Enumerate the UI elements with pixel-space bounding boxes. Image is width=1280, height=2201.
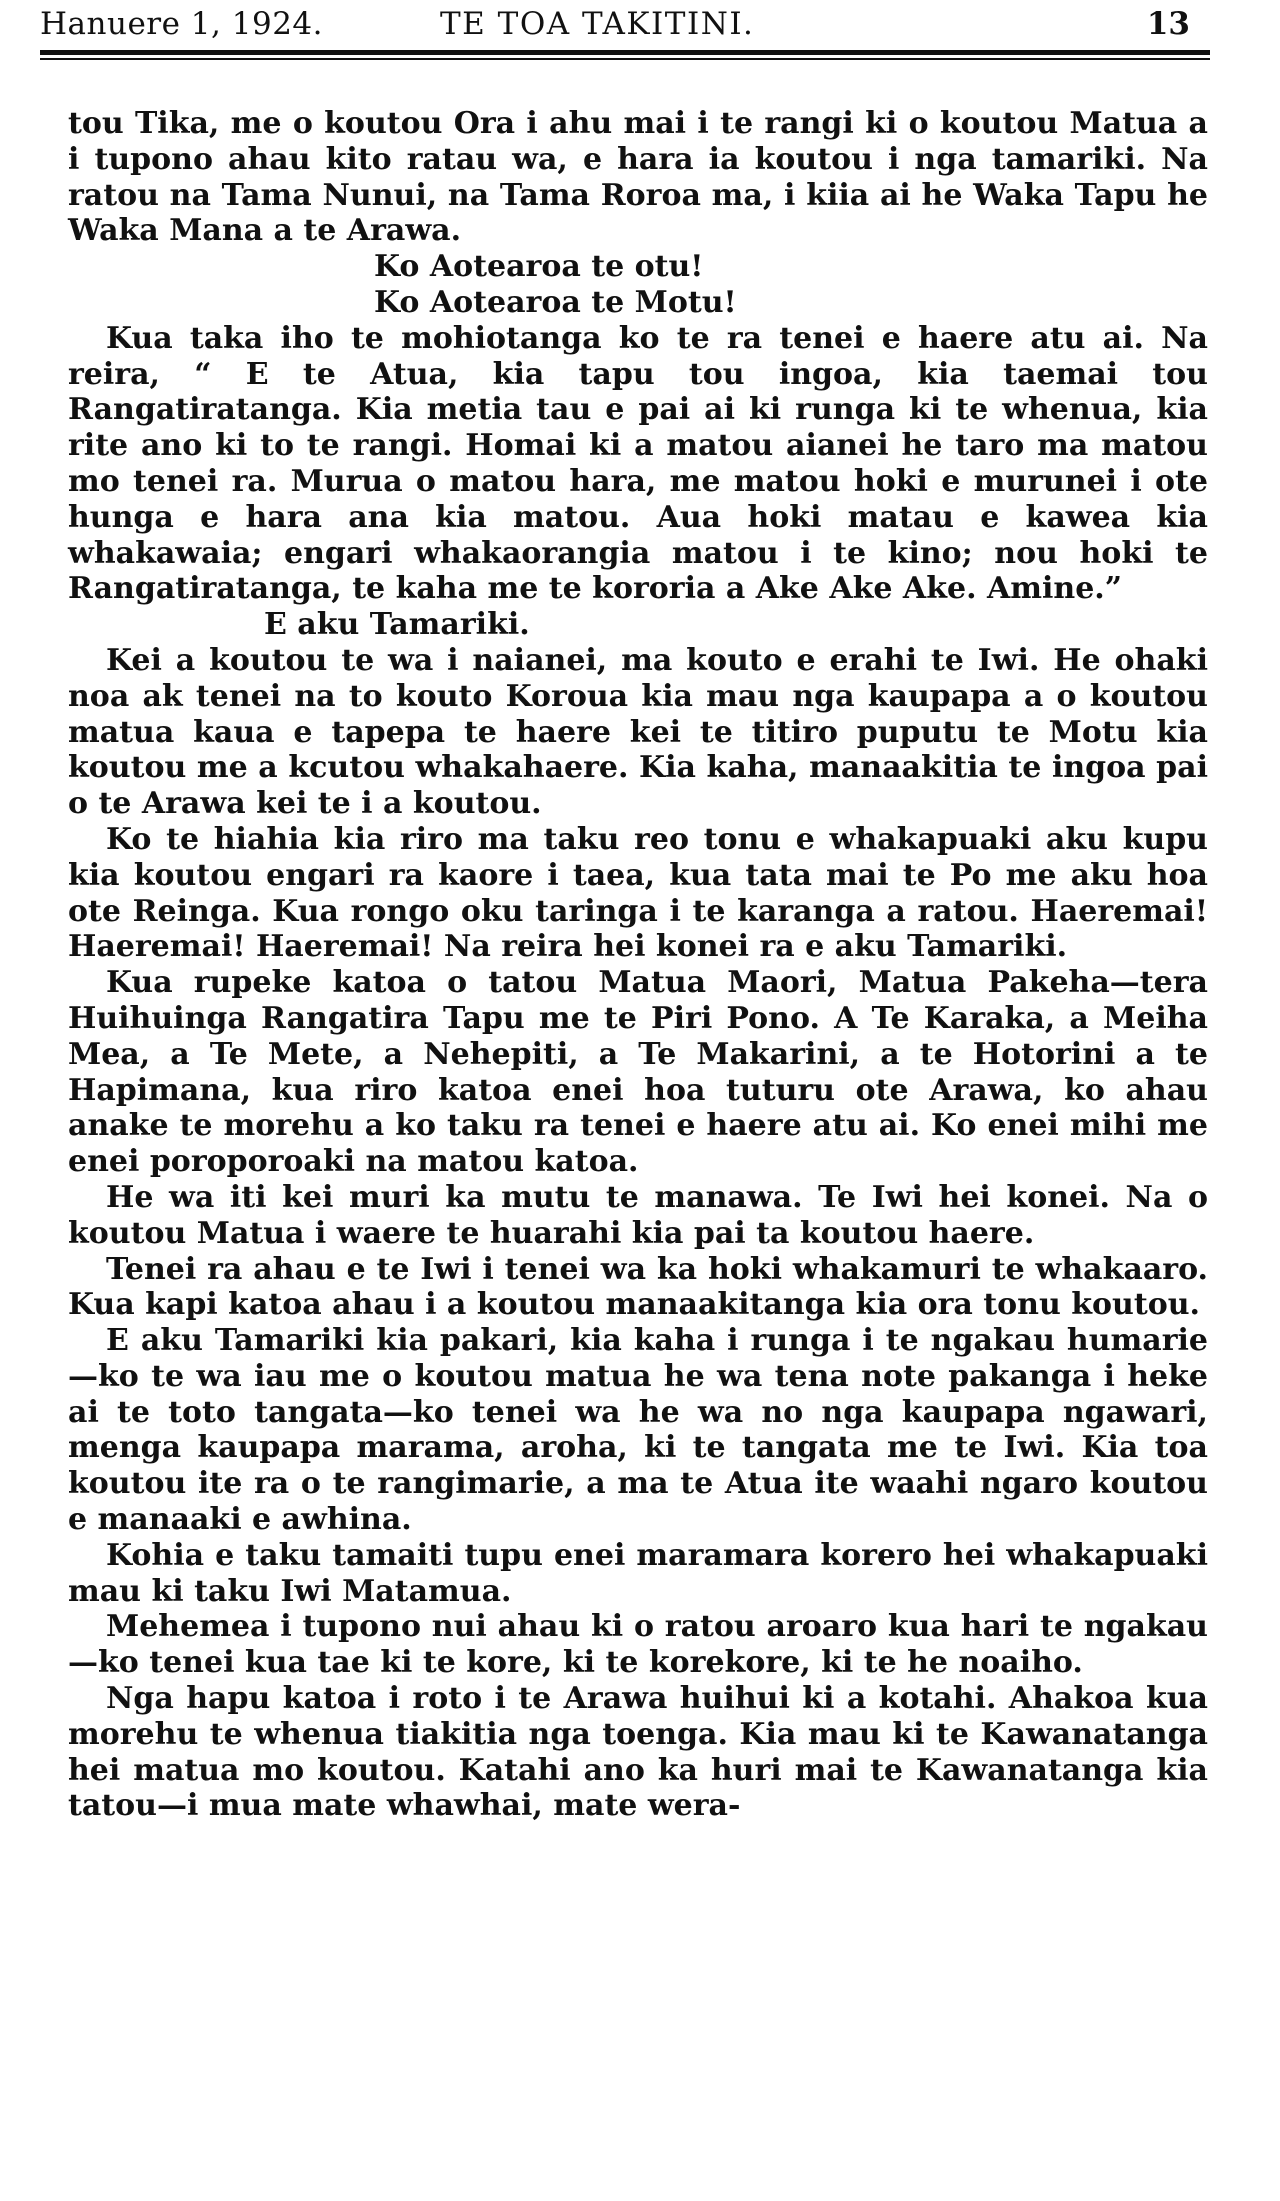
article-body xyxy=(68,106,1208,1824)
verse-line-2: Ko Aotearoa te Motu! xyxy=(374,284,737,320)
paragraph: Kei a koutou te wa i naianei, ma kouto e erahi te Iwi. He ohaki noa ak tenei na to kouto Koroua kia mau nga kaupapa a o koutou matua kaua e tapepa te haere kei te titiro puputu te Motu kia koutou me a kcutou whakahaere. Kia kaha, manaakitia te ingoa pai o te Arawa kei te i a koutou. xyxy=(68,642,1208,822)
paragraph: Ko te hiahia kia riro ma taku reo tonu e whakapuaki aku kupu kia koutou engari ra kaore i taea, kua tata mai te Po me aku hoa ote Reinga. Kua rongo oku taringa i te karanga a ratou. Haeremai! Haeremai! Haeremai! Na reira hei konei ra e aku Tamariki. xyxy=(68,821,1208,965)
prayer-paragraph: Kua taka iho te mohiotanga ko te ra tenei e haere atu ai. Na reira, “ E te Atua, kia tapu tou ingoa, kia taemai tou Rangatiratanga. Kia metia tau e pai ai ki runga ki te whenua, kia rite ano ki to te rangi. Homai ki a matou aianei he taro ma matou mo tenei ra. Murua o matou hara, me matou hoki e murunei i ote hunga e hara ana kia matou. Aua hoki matau e kawea kia whakawaia; engari whakaorangia matou i te kino; nou hoki te Rangatiratanga, te kaha me te kororia a Ake Ake Ake. Amine.” xyxy=(68,320,1208,607)
paragraph: Mehemea i tupono nui ahau ki o ratou aroaro kua hari te ngakau—ko tenei kua tae ki te kore, ki te korekore, ki te he noaiho. xyxy=(68,1609,1208,1681)
page-number: 13 xyxy=(1146,6,1190,42)
paragraph: Kua rupeke katoa o tatou Matua Maori, Matua Pakeha—tera Huihuinga Rangatira Tapu me te Piri Pono. A Te Karaka, a Meiha Mea, a Te Mete, a Nehepiti, a Te Makarini, a te Hotorini a te Hapimana, kua riro katoa enei hoa tuturu ote Arawa, ko ahau anake te morehu a ko taku ra tenei e haere atu ai. Ko enei mihi me enei poroporoaki na matou katoa. xyxy=(68,965,1208,1180)
page-header xyxy=(40,6,1210,50)
verse-line-1: Ko Aotearoa te otu! xyxy=(374,249,704,285)
paragraph: Nga hapu katoa i roto i te Arawa huihui ki a kotahi. Ahakoa kua morehu te whenua tiakitia nga toenga. Kia mau ki te Kawanatanga hei matua mo koutou. Katahi ano ka huri mai te Kawanatanga kia tatou—i mua mate whawhai, mate wera- xyxy=(68,1681,1208,1824)
header-rule-thick xyxy=(40,50,1210,55)
header-date: Hanuere 1, 1924. xyxy=(40,6,323,42)
paragraph: He wa iti kei muri ka mutu te manawa. Te Iwi hei konei. Na o koutou Matua i waere te huarahi kia pai ta koutou haere. xyxy=(68,1179,1208,1251)
paragraph: Tenei ra ahau e te Iwi i tenei wa ka hoki whakamuri te whakaaro. Kua kapi katoa ahau i a koutou manaakitanga kia ora tonu koutou. xyxy=(68,1251,1208,1323)
paragraph: E aku Tamariki kia pakari, kia kaha i runga i te ngakau humarie—ko te wa iau me o koutou matua he wa tena note pakanga i heke ai te toto tangata—ko tenei wa he wa no nga kaupapa ngawari, menga kaupapa marama, aroha, ki te tangata me te Iwi. Kia toa koutou ite ra o te rangimarie, a ma te Atua ite waahi ngaro koutou e manaaki e awhina. xyxy=(68,1323,1208,1538)
header-title: TE TOA TAKITINI. xyxy=(440,6,755,42)
salutation: E aku Tamariki. xyxy=(264,607,530,643)
paragraph: Kohia e taku tamaiti tupu enei maramara korero hei whakapuaki mau ki taku Iwi Matamua. xyxy=(68,1537,1208,1609)
paragraph-continued: tou Tika, me o koutou Ora i ahu mai i te rangi ki o koutou Matua a i tupono ahau kito ratau wa, e hara ia koutou i nga tamariki. Na ratou na Tama Nunui, na Tama Roroa ma, i kiia ai he Waka Tapu he Waka Mana a te Arawa. xyxy=(68,106,1208,249)
header-rule-thin xyxy=(40,58,1210,60)
